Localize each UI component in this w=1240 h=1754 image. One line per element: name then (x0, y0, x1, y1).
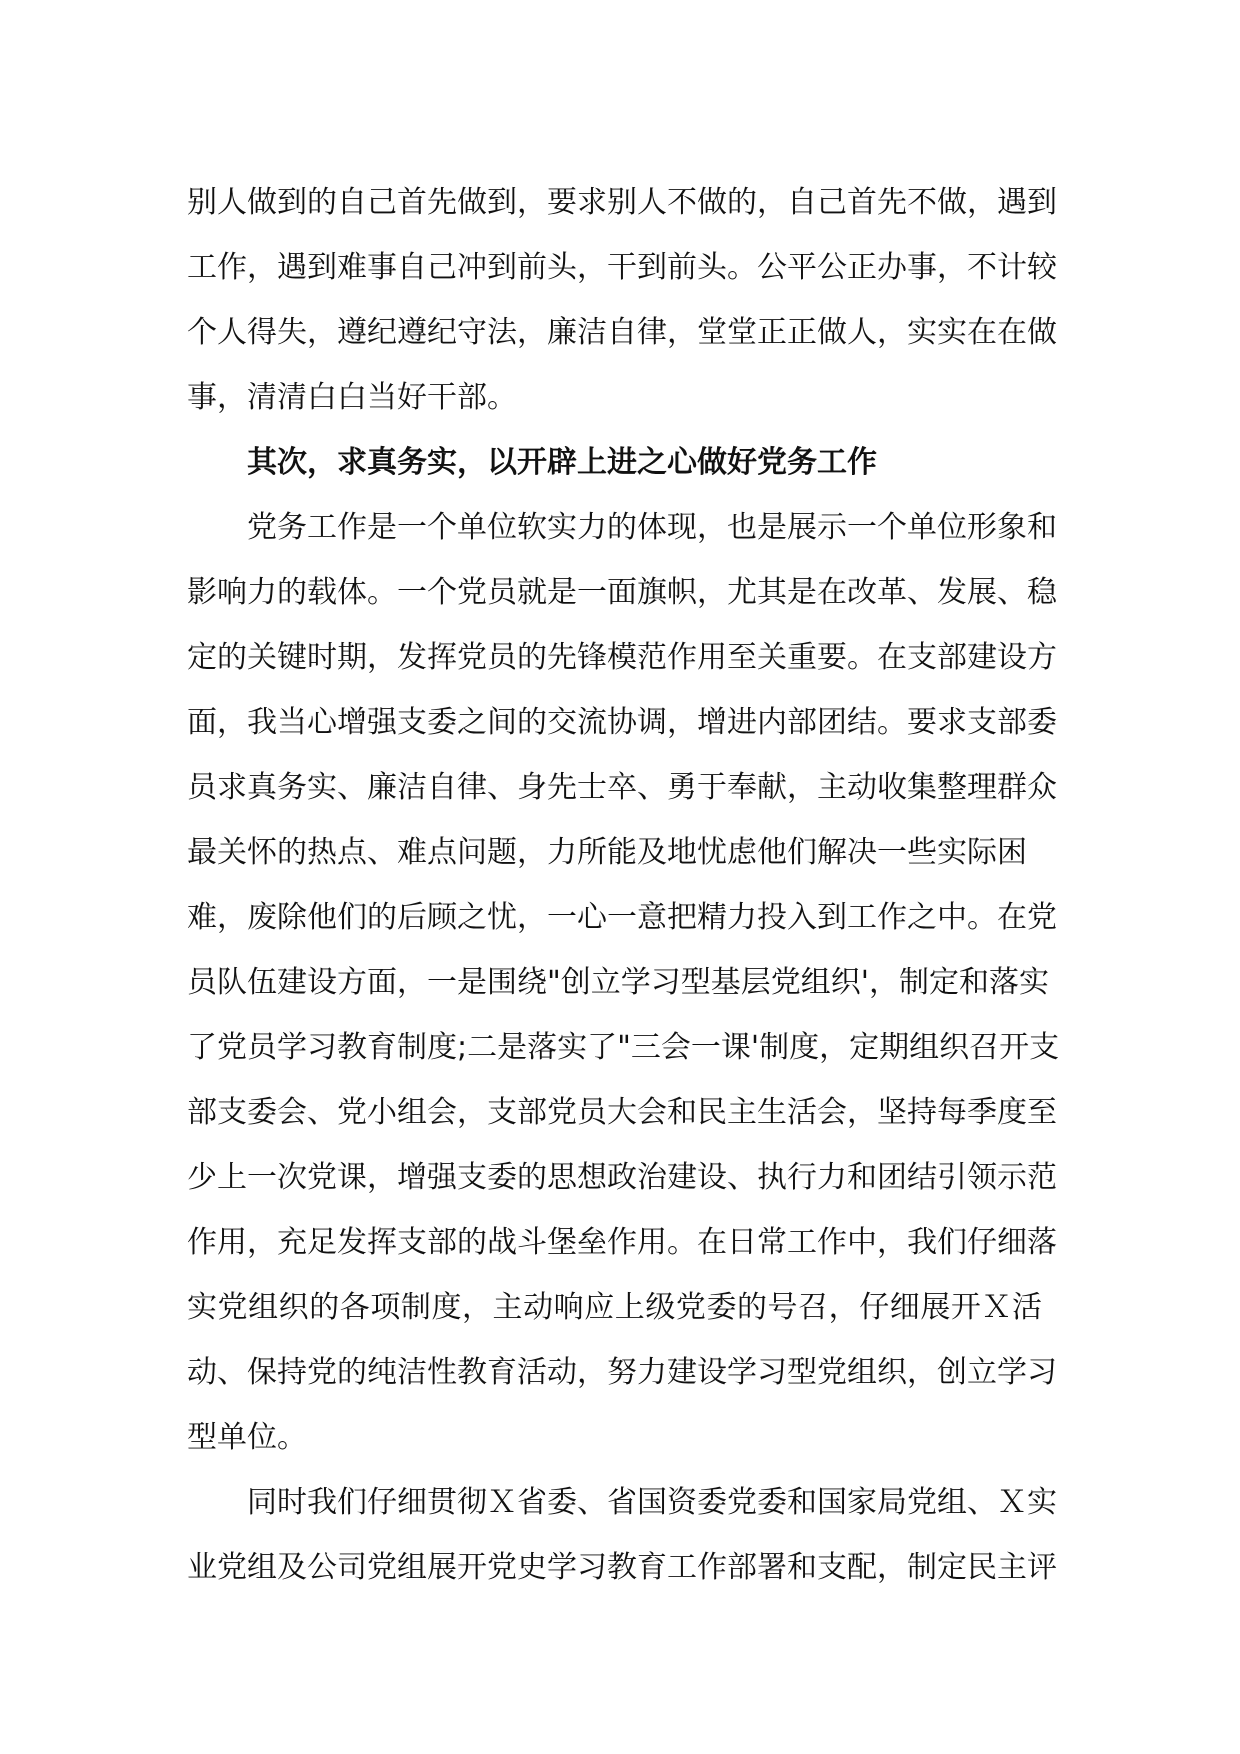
text-line: 定的关键时期，发挥党员的先锋模范作用至关重要。在支部建设方 (187, 640, 1057, 675)
text-line: 动、保持党的纯洁性教育活动，努力建设学习型党组织，创立学习 (187, 1355, 1057, 1390)
text-line: 面，我当心增强支委之间的交流协调，增进内部团结。要求支部委 (187, 705, 1057, 740)
text-line: 少上一次党课，增强支委的思想政治建设、执行力和团结引领示范 (187, 1160, 1057, 1195)
text-line: 员队伍建设方面，一是围绕"创立学习型基层党组织'，制定和落实 (187, 965, 1050, 1000)
text-line: 个人得失，遵纪遵纪守法，廉洁自律，堂堂正正做人，实实在在做 (187, 315, 1057, 350)
text-line: 别人做到的自己首先做到，要求别人不做的，自己首先不做，遇到 (187, 185, 1057, 220)
text-line: 业党组及公司党组展开党史学习教育工作部署和支配，制定民主评 (187, 1550, 1057, 1585)
text-line: 员求真务实、廉洁自律、身先士卒、勇于奉献，主动收集整理群众 (187, 770, 1057, 805)
text-line: 了党员学习教育制度;二是落实了"三会一课'制度，定期组织召开支 (187, 1030, 1060, 1065)
text-line: 作用，充足发挥支部的战斗堡垒作用。在日常工作中，我们仔细落 (187, 1225, 1057, 1260)
section-heading: 其次，求真务实，以开辟上进之心做好党务工作 (247, 445, 877, 480)
text-line: 难，废除他们的后顾之忧，一心一意把精力投入到工作之中。在党 (187, 900, 1057, 935)
text-line: 型单位。 (187, 1420, 307, 1455)
document-body (187, 170, 1060, 1600)
text-line: 同时我们仔细贯彻Ｘ省委、省国资委党委和国家局党组、Ｘ实 (247, 1485, 1057, 1520)
text-line: 党务工作是一个单位软实力的体现，也是展示一个单位形象和 (247, 510, 1057, 545)
text-line: 影响力的载体。一个党员就是一面旗帜，尤其是在改革、发展、稳 (187, 575, 1057, 610)
text-line: 事，清清白白当好干部。 (187, 380, 517, 415)
text-line: 最关怀的热点、难点问题，力所能及地忧虑他们解决一些实际困 (187, 835, 1027, 870)
text-line: 部支委会、党小组会，支部党员大会和民主生活会，坚持每季度至 (187, 1095, 1057, 1130)
text-line: 工作，遇到难事自己冲到前头，干到前头。公平公正办事，不计较 (187, 250, 1057, 285)
text-line: 实党组织的各项制度，主动响应上级党委的号召，仔细展开Ｘ活 (187, 1290, 1042, 1325)
